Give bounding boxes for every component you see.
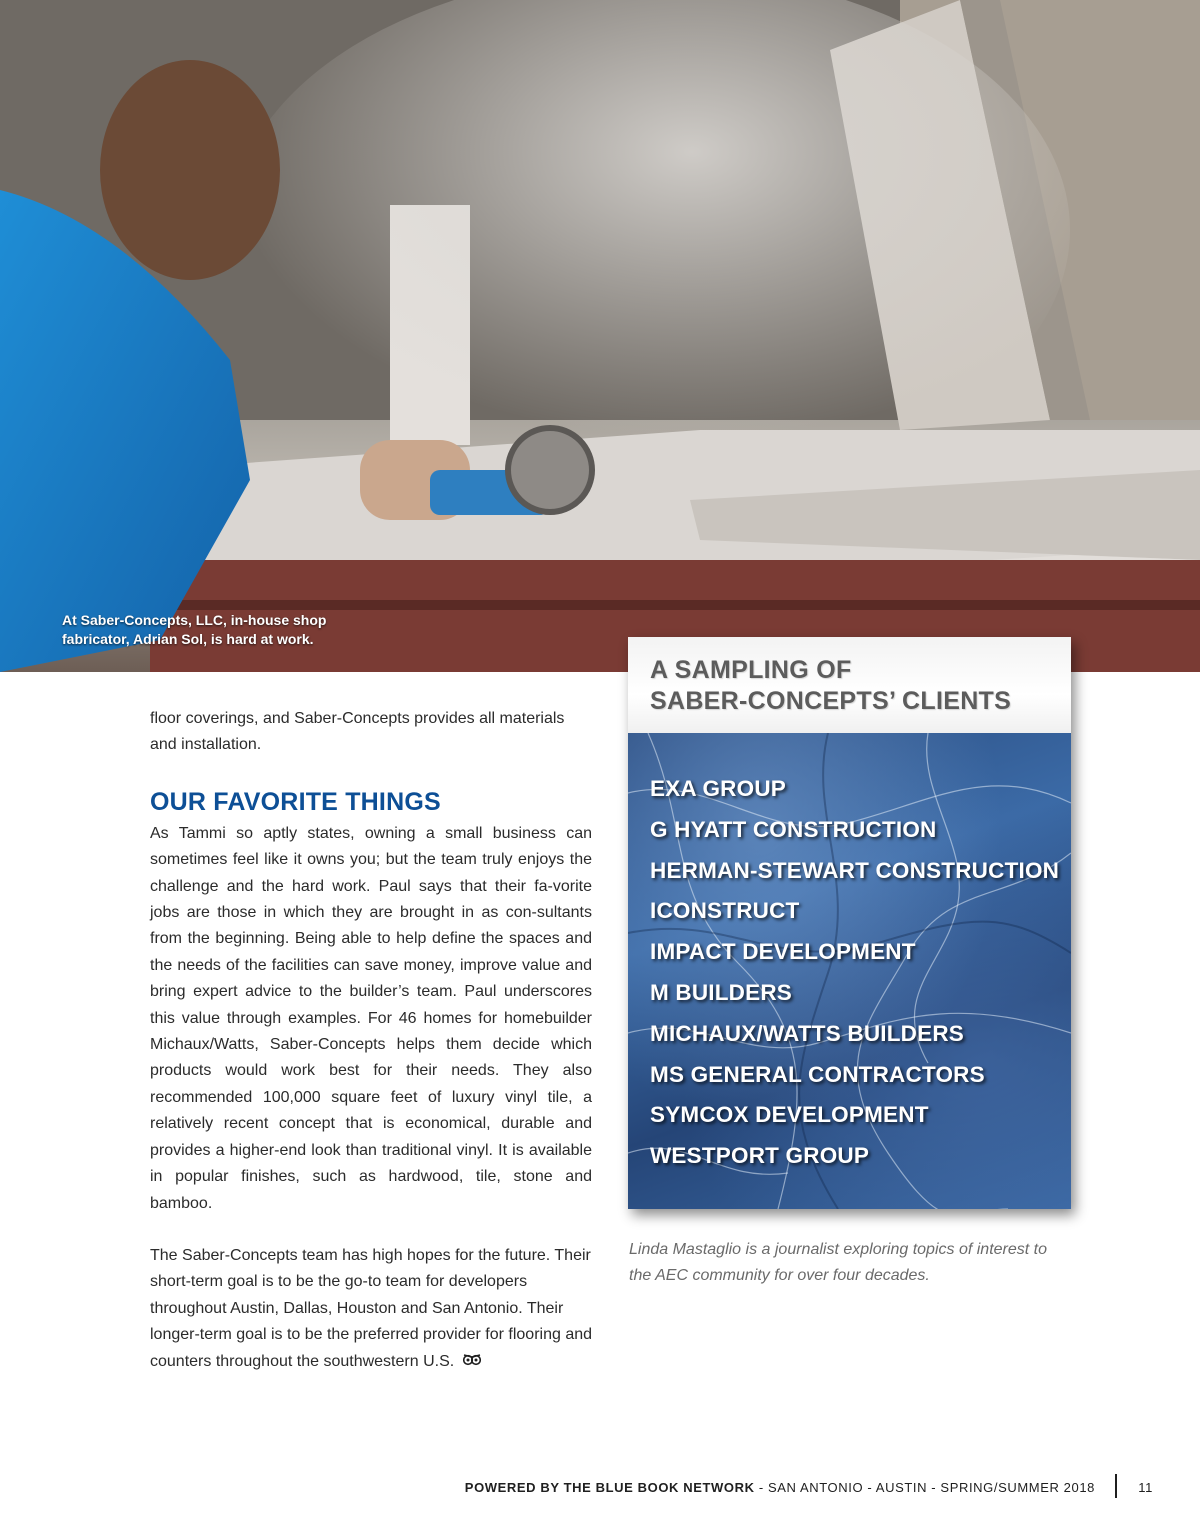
body-paragraph-2-text: The Saber-Concepts team has high hopes for the future. Their short-term goal is to be the go-to team for developers throughout Austin, Dallas, Houston and San Antonio. Their longer-term goal is to be the preferred provider for flooring and counters throughout the southwestern U.S. xyxy=(150,1246,593,1370)
clients-sidebar xyxy=(628,637,1071,1209)
footer-issue: - SAN ANTONIO - AUSTIN - SPRING/SUMMER 2018 xyxy=(754,1480,1095,1495)
article-column xyxy=(150,706,592,1375)
hero-photo xyxy=(0,0,1200,672)
client-item: SYMCOX DEVELOPMENT xyxy=(650,1102,929,1128)
sidebar-title-line1: A SAMPLING OF xyxy=(650,656,852,684)
footer-brand: POWERED BY THE BLUE BOOK NETWORK xyxy=(464,1480,755,1495)
client-item: MICHAUX/WATTS BUILDERS xyxy=(650,1020,964,1046)
sidebar-title xyxy=(650,655,1060,717)
author-bio-line1: Linda Mastaglio is a journalist exploring topics of interest to xyxy=(629,1241,1047,1258)
client-list xyxy=(650,769,1059,1177)
client-item: HERMAN-STEWART CONSTRUCTION xyxy=(650,857,1060,883)
client-item: EXA GROUP xyxy=(650,776,786,801)
photo-caption-line2: fabricator, Adrian Sol, is hard at work. xyxy=(62,631,314,647)
footer-text xyxy=(465,1480,1095,1495)
intro-line1: floor coverings, and Saber-Concepts provides all materials xyxy=(150,710,565,727)
page-number: 11 xyxy=(1138,1480,1153,1495)
page-footer xyxy=(0,1478,1153,1500)
photo-caption-line1: At Saber-Concepts, LLC, in-house shop xyxy=(62,612,327,628)
client-item: ICONSTRUCT xyxy=(650,898,800,924)
client-item: MS GENERAL CONTRACTORS xyxy=(650,1061,985,1087)
author-bio-line2: the AEC community for over four decades. xyxy=(629,1267,930,1285)
client-item: IMPACT DEVELOPMENT xyxy=(650,939,916,965)
section-heading: OUR FAVORITE THINGS xyxy=(150,787,441,816)
owl-icon xyxy=(463,1353,481,1367)
sidebar-header xyxy=(628,637,1071,733)
client-item: M BUILDERS xyxy=(650,979,792,1005)
author-bio xyxy=(629,1237,1079,1290)
body-paragraph-2 xyxy=(150,1243,592,1375)
client-item: WESTPORT GROUP xyxy=(650,1143,870,1169)
photo-caption xyxy=(62,611,362,649)
body-paragraph-1: As Tammi so aptly states, owning a small business can sometimes feel like it owns you; but the team truly enjoys the challenge and the hard work. Paul says that their fa-vorite jobs are those in which they are brought in as con-sultants from the beginning. Being able to help define the spaces and the needs of the facilities can save money, improve value and bring expert advice to the builder’s team. Paul underscores this value through examples. For 46 homes for homebuilder Michaux/Watts, Saber-Concepts helps them decide which products would work best for their needs. They also recommended 100,000 square feet of luxury vinyl tile, a relatively recent concept that is economical, durable and provides a higher-end look than traditional vinyl. It is available in popular finishes, such as hardwood, tile, stone and bamboo. xyxy=(150,824,592,1212)
hero-illustration xyxy=(0,0,1200,672)
sidebar-marble-panel xyxy=(628,733,1071,1209)
footer-divider xyxy=(1115,1474,1117,1498)
client-item: G HYATT CONSTRUCTION xyxy=(650,816,937,842)
intro-paragraph xyxy=(150,706,592,759)
intro-line2: and installation. xyxy=(150,736,262,754)
sidebar-title-line2: SABER-CONCEPTS’ CLIENTS xyxy=(650,687,1012,715)
